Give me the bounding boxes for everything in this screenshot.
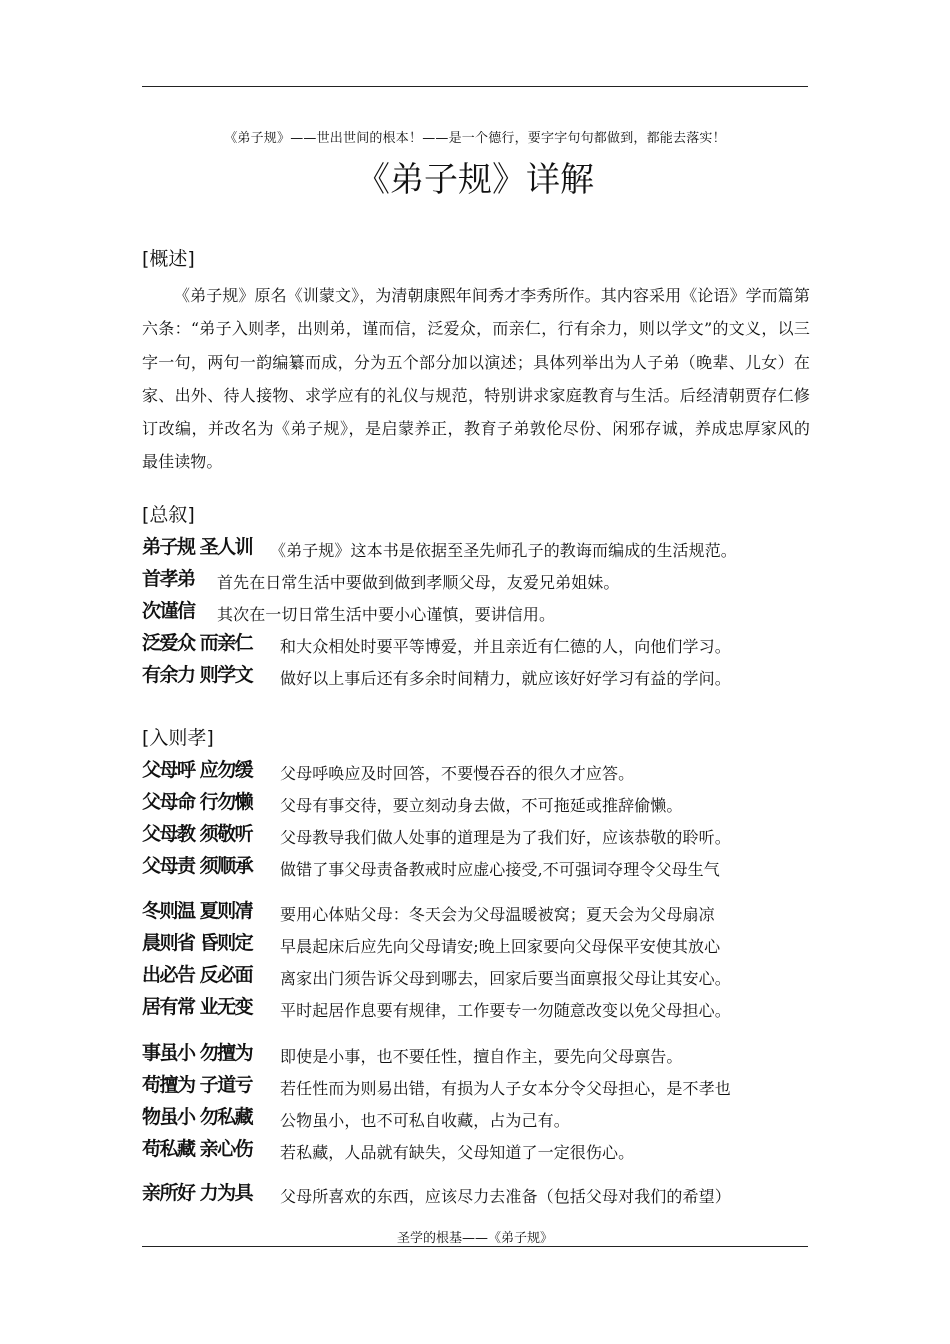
verse-row (142, 564, 822, 594)
verse-text: 父母呼 应勿缓 (142, 759, 253, 781)
verse-explanation: 早晨起床后应先向父母请安;晚上回家要向父母保平安使其放心 (280, 937, 721, 956)
verse-text: 苟私藏 亲心伤 (142, 1138, 253, 1160)
general-heading: [总叙] (142, 504, 195, 526)
verse-text: 出必告 反必面 (142, 964, 253, 986)
verse-explanation: 父母教导我们做人处事的道理是为了我们好，应该恭敬的聆听。 (280, 828, 731, 847)
verse-explanation: 和大众相处时要平等博爱，并且亲近有仁德的人，向他们学习。 (280, 637, 731, 656)
verse-text: 有余力 则学文 (142, 664, 253, 686)
verse-row (142, 992, 822, 1022)
verse-row (142, 1178, 822, 1208)
verse-text: 物虽小 勿私藏 (142, 1106, 253, 1128)
verse-text: 冬则温 夏则凊 (142, 900, 253, 922)
verse-text: 泛爱众 而亲仁 (142, 632, 253, 654)
verse-explanation: 父母有事交待，要立刻动身去做，不可拖延或推辞偷懒。 (280, 796, 683, 815)
verse-explanation: 离家出门须告诉父母到哪去，回家后要当面禀报父母让其安心。 (280, 969, 731, 988)
verse-explanation: 若私藏，人品就有缺失，父母知道了一定很伤心。 (280, 1143, 635, 1162)
verse-explanation: 《弟子规》这本书是依据至圣先师孔子的教诲而编成的生活规范。 (270, 541, 737, 560)
verse-text: 父母命 行勿懒 (142, 791, 253, 813)
verse-explanation: 父母所喜欢的东西，应该尽力去准备（包括父母对我们的希望） (280, 1187, 731, 1206)
verse-row (142, 755, 822, 785)
verse-row (142, 960, 822, 990)
verse-row (142, 660, 822, 690)
overview-paragraph (142, 279, 810, 479)
verse-row (142, 896, 822, 926)
verse-explanation: 平时起居作息要有规律，工作要专一勿随意改变以免父母担心。 (280, 1001, 731, 1020)
running-footer: 圣学的根基——《弟子规》 (396, 1231, 553, 1246)
verse-row (142, 851, 822, 881)
verse-explanation: 若任性而为则易出错，有损为人子女本分令父母担心，是不孝也 (280, 1079, 731, 1098)
verse-row (142, 819, 822, 849)
page-title: 《弟子规》详解 (356, 160, 594, 200)
verse-row (142, 1070, 822, 1100)
header-rule (142, 86, 808, 87)
verse-explanation: 公物虽小，也不可私自收藏，占为己有。 (280, 1111, 570, 1130)
verse-explanation: 其次在一切日常生活中要小心谨慎，要讲信用。 (217, 605, 556, 624)
footer-rule (142, 1246, 808, 1247)
overview-heading: [概述] (142, 248, 195, 270)
overview-text: 《弟子规》原名《训蒙文》，为清朝康熙年间秀才李秀所作。其内容采用《论语》学而篇第六条：“弟子入则孝，出则弟，谨而信，泛爱众，而亲仁，行有余力，则以学文”的文义，以三字一句，两句一韵编纂而成，分为五个部分加以演述；具体列举出为人子弟（晚辈、儿女）在家、出外、待人接物、求学应有的礼仪与规范，特别讲求家庭教育与生活。后经清朝贾存仁修订改编，并改名为《弟子规》，是启蒙养正，教育子弟敦伦尽份、闲邪存诚，养成忠厚家风的最佳读物。 (142, 286, 811, 472)
verse-explanation: 首先在日常生活中要做到做到孝顺父母，友爱兄弟姐妹。 (217, 573, 620, 592)
verse-row (142, 532, 822, 562)
verse-text: 弟子规 圣人训 (142, 536, 253, 558)
verse-text: 次谨信 (142, 600, 195, 622)
verse-text: 居有常 业无变 (142, 996, 253, 1018)
running-header: 《弟子规》——世出世间的根本！——是一个德行，要字字句句都做到，都能去落实！ (224, 131, 726, 146)
verse-explanation: 要用心体贴父母：冬天会为父母温暖被窝；夏天会为父母扇凉 (280, 905, 715, 924)
verse-text: 父母教 须敬听 (142, 823, 253, 845)
verse-row (142, 1134, 822, 1164)
verse-row (142, 787, 822, 817)
verse-explanation: 即使是小事，也不要任性，擅自作主，要先向父母禀告。 (280, 1047, 683, 1066)
verse-text: 亲所好 力为具 (142, 1182, 253, 1204)
verse-text: 事虽小 勿擅为 (142, 1042, 253, 1064)
verse-row (142, 1102, 822, 1132)
verse-text: 父母责 须顺承 (142, 855, 253, 877)
filial-heading: [入则孝] (142, 727, 214, 749)
verse-explanation: 做好以上事后还有多余时间精力，就应该好好学习有益的学问。 (280, 669, 731, 688)
verse-row (142, 596, 822, 626)
verse-explanation: 父母呼唤应及时回答，不要慢吞吞的很久才应答。 (280, 764, 635, 783)
verse-text: 苟擅为 子道亏 (142, 1074, 253, 1096)
verse-row (142, 628, 822, 658)
verse-explanation: 做错了事父母责备教戒时应虚心接受,不可强词夺理令父母生气 (280, 860, 720, 879)
verse-row (142, 928, 822, 958)
verse-text: 首孝弟 (142, 568, 195, 590)
verse-text: 晨则省 昏则定 (142, 932, 253, 954)
verse-row (142, 1038, 822, 1068)
